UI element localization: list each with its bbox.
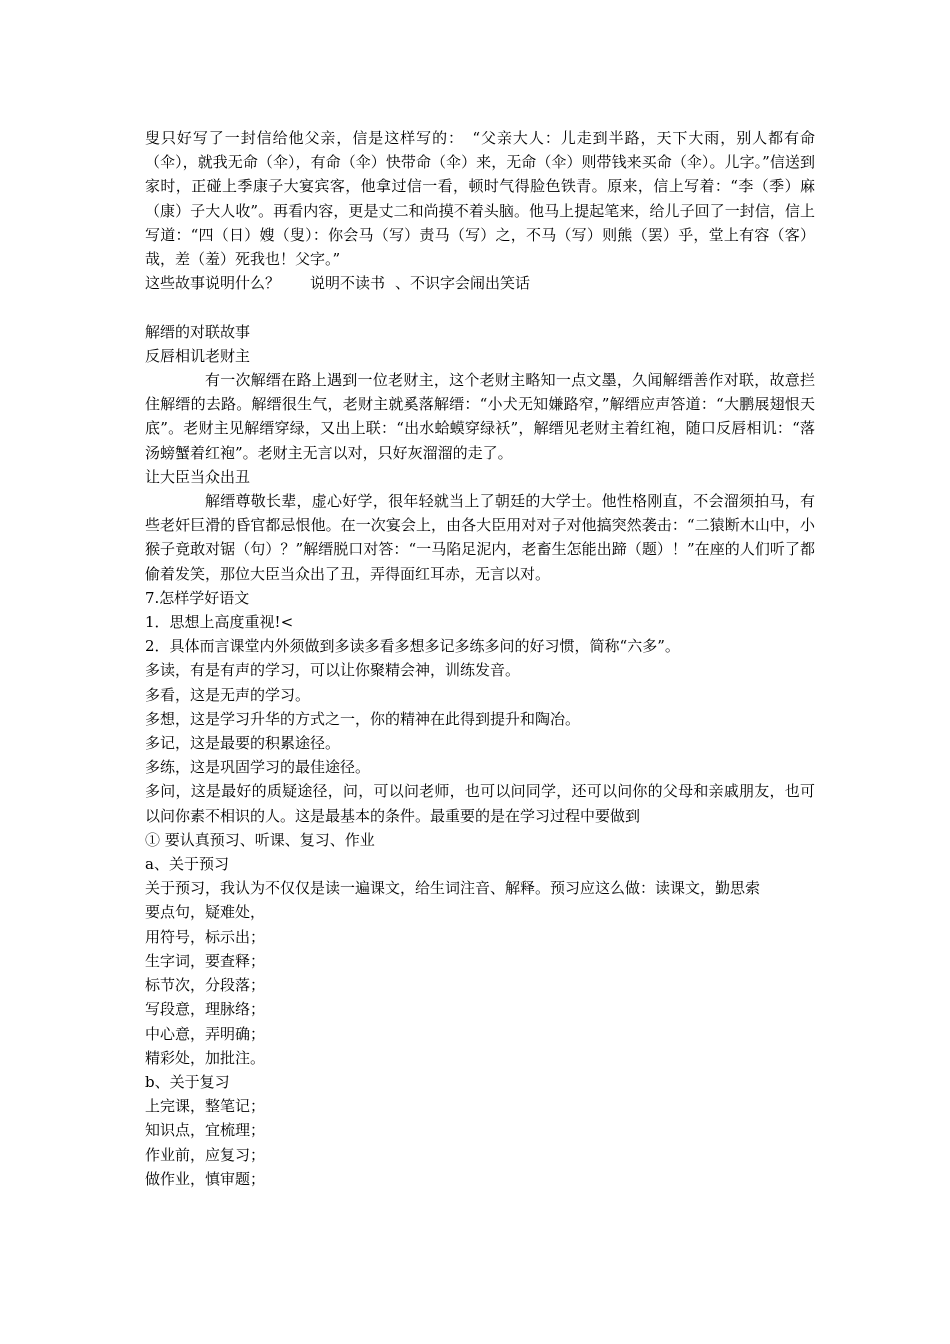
duo-line: 多记，这是最要的积累途径。 [145,734,341,753]
blank-line [145,295,815,319]
story1-answer-b: 、不识字会闹出笑话 [395,274,531,293]
document-page [145,126,815,1191]
duo-line: 多读，有是有声的学习，可以让你聚精会神，训练发音。 [145,661,521,680]
duo-line: 多问，这是最好的质疑途径，问，可以问老师，也可以问同学，还可以问你的父母和亲戚朋友，也可以问你素不相识的人。这是最基本的条件。最重要的是在学习过程中要做到 [145,782,815,825]
a-title: a、关于预习 [145,855,229,874]
story1-question: 这些故事说明什么？ [145,274,281,293]
b-title: b、关于复习 [145,1072,230,1091]
b-item: 做作业，慎审题； [145,1169,266,1188]
a-intro: 关于预习，我认为不仅仅是读一遍课文，给生词注音、解释。预习应这么做：读课文，勤思索 [145,879,761,898]
story1-question-line [145,271,815,295]
b-item: 上完课，整笔记； [145,1097,266,1116]
story2-subtitle-2: 让大臣当众出丑 [145,467,251,486]
story2-title: 解缙的对联故事 [145,322,251,341]
a-item: 要点句，疑难处， [145,903,266,922]
story2-paragraph-1: 有一次解缙在路上遇到一位老财主，这个老财主略知一点文墨，久闻解缙善作对联，故意拦住解缙的去路。解缙很生气，老财主就奚落解缙：“小犬无知嫌路窄，”解缙应声答道：“大鹏展翅恨天底”。老财主见解缙穿绿，又出上联：“出水蛤蟆穿绿袄”，解缙见老财主着红袍，随口反唇相讥：“落汤螃蟹着红袍”。老财主无言以对，只好灰溜溜的走了。 [145,371,815,462]
b-item: 知识点，宜梳理； [145,1121,266,1140]
story1-paragraph: 叟只好写了一封信给他父亲，信是这样写的： “父亲大人：儿走到半路，天下大雨，别人都有命（伞），就我无命（伞），有命（伞）快带命（伞）来，无命（伞）则带钱来买命（伞）。儿字。”信送到家时，正碰上季康子大宴宾客，他拿过信一看，顿时气得脸色铁青。原来，信上写着：“李（季）麻（康）子大人收”。再看内容，更是丈二和尚摸不着头脑。他马上提起笔来，给儿子回了一封信，信上写道：“四（日）嫂（叟）：你会马（写）责马（写）之，不马（写）则熊（罢）乎，堂上有容（客）哉，差（羞）死我也！父字。” [145,129,815,269]
section7-item-2: 2．具体而言课堂内外须做到多读多看多想多记多练多问的好习惯，简称“六多”。 [145,637,680,656]
a-item: 精彩处，加批注。 [145,1048,266,1067]
duo-line: 多看，这是无声的学习。 [145,685,311,704]
a-item: 中心意，弄明确； [145,1024,266,1043]
section7-item-1: 1．思想上高度重视!< [145,613,294,632]
a-item: 用符号，标示出； [145,927,266,946]
a-item: 写段意，理脉络； [145,1000,266,1019]
circle-item-1: ① 要认真预习、听课、复习、作业 [145,830,375,849]
duo-line: 多想，这是学习升华的方式之一，你的精神在此得到提升和陶冶。 [145,709,581,728]
duo-line: 多练，这是巩固学习的最佳途径。 [145,758,371,777]
story2-subtitle-1: 反唇相讥老财主 [145,346,251,365]
section7-title: 7.怎样学好语文 [145,588,250,607]
story2-paragraph-2: 解缙尊敬长辈，虚心好学，很年轻就当上了朝廷的大学士。他性格刚直，不会溜须拍马，有些老奸巨滑的昏官都忌恨他。在一次宴会上，由各大臣用对对子对他搞突然袭击：“二猿断木山中，小猴子竟敢对锯（句）？”解缙脱口对答：“一马陷足泥内，老畜生怎能出蹄（题）！”在座的人们听了都偷着发笑，那位大臣当众出了丑，弄得面红耳赤，无言以对。 [145,492,815,583]
b-item: 作业前，应复习； [145,1145,266,1164]
a-item: 生字词，要查释； [145,951,266,970]
story1-answer-a: 说明不读书 [310,274,386,293]
a-item: 标节次，分段落； [145,976,266,995]
